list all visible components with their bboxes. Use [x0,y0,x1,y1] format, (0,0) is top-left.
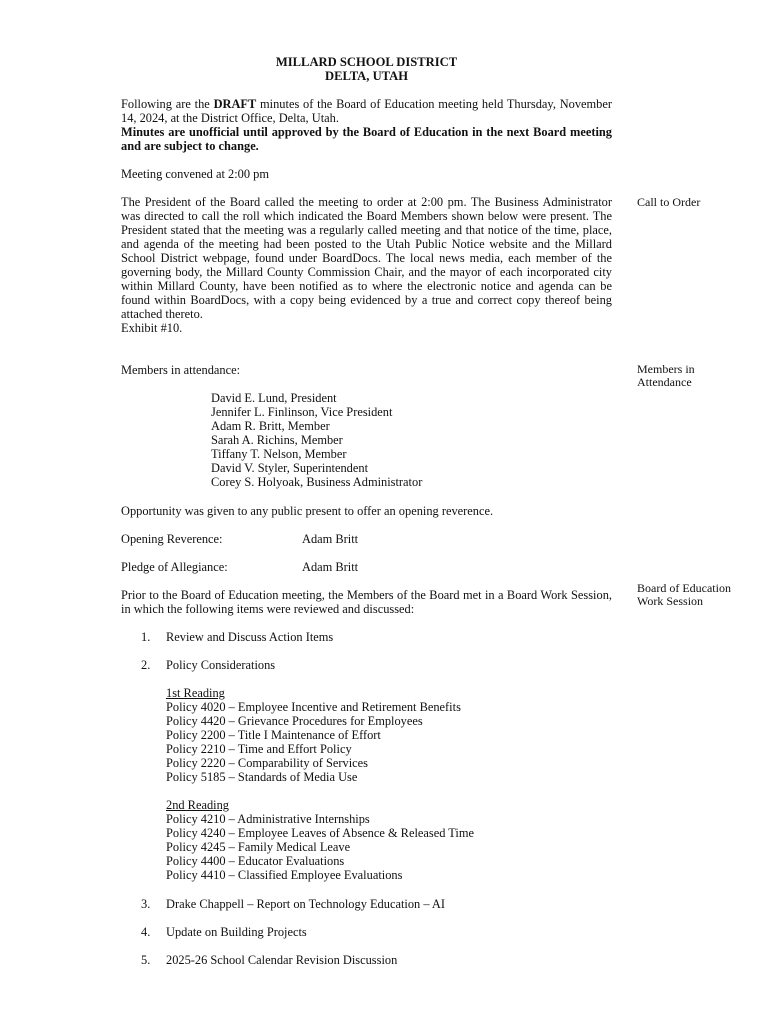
item-number: 3. [141,897,151,911]
second-reading-heading: 2nd Reading [166,798,229,812]
policy-line: Policy 4020 – Employee Incentive and Retirement Benefits [166,700,461,714]
intro-paragraph [121,97,612,153]
opening-reverence-value: Adam Britt [302,532,359,546]
work-session-paragraph: Prior to the Board of Education meeting, the Members of the Board met in a Board Work Session, in which the following items were reviewed and discussed: [121,588,612,616]
opening-reverence-label: Opening Reverence: [121,532,223,546]
item-number: 4. [141,925,151,939]
policy-line: Policy 4210 – Administrative Internships [166,812,370,826]
member-name: Jennifer L. Finlinson, Vice President [211,405,393,419]
first-reading-heading: 1st Reading [166,686,225,700]
members-list [211,391,531,489]
draft-label: DRAFT [213,97,257,111]
pledge-value: Adam Britt [302,560,359,574]
policy-line: Policy 4420 – Grievance Procedures for Employees [166,714,423,728]
policy-line: Policy 4240 – Employee Leaves of Absence & Released Time [166,826,474,840]
policy-line: Policy 4400 – Educator Evaluations [166,854,345,868]
member-name: David E. Lund, President [211,391,337,405]
district-location: DELTA, UTAH [324,69,409,83]
member-name: Tiffany T. Nelson, Member [211,447,347,461]
intro-suffix: minutes of the Board of Education meeting held Thursday, November 14, 2024, at the District Office, Delta, Utah. [121,97,612,125]
call-to-order-paragraph [121,195,612,335]
policy-line: Policy 5185 – Standards of Media Use [166,770,358,784]
member-name: Sarah A. Richins, Member [211,433,343,447]
agenda-item: Drake Chappell – Report on Technology Education – AI [166,897,446,911]
member-name: Adam R. Britt, Member [211,419,330,433]
pledge-label: Pledge of Allegiance: [121,560,228,574]
member-name: David V. Styler, Superintendent [211,461,369,475]
agenda-item: Update on Building Projects [166,925,307,939]
agenda-item: Review and Discuss Action Items [166,630,334,644]
policy-line: Policy 4245 – Family Medical Leave [166,840,351,854]
second-reading-block [166,798,586,882]
margin-members-in-attendance: Members in Attendance [637,362,695,389]
policy-line: Policy 2220 – Comparability of Services [166,756,369,770]
unofficial-disclaimer: Minutes are unofficial until approved by the Board of Education in the next Board meeting and are subject to change. [121,125,612,153]
call-to-order-text: The President of the Board called the meeting to order at 2:00 pm. The Business Administrator was directed to call the roll which indicated the Board Members shown below were present. The President stated that the meeting was a regularly called meeting and that notice of the time, place, and agenda of the meeting had been posted to the Utah Public Notice website and the Millard School District webpage, found under BoardDocs. The local news media, each member of the governing body, the Millard County Commission Chair, and the mayor of each incorporated city within Millard County, have been notified as to where the electronic notice and agenda can be found within BoardDocs, with a copy being evidenced by a true and correct copy thereof being attached thereto. [121,195,612,321]
agenda-item: 2025-26 School Calendar Revision Discussion [166,953,398,967]
intro-prefix: Following are the [121,97,214,111]
item-number: 5. [141,953,151,967]
member-name: Corey S. Holyoak, Business Administrator [211,475,423,489]
policy-line: Policy 2210 – Time and Effort Policy [166,742,352,756]
reverence-opportunity: Opportunity was given to any public present to offer an opening reverence. [121,504,494,518]
margin-work-session: Board of Education Work Session [637,581,731,608]
first-reading-block [166,686,586,784]
policy-line: Policy 2200 – Title I Maintenance of Effort [166,728,381,742]
margin-call-to-order: Call to Order [637,195,701,209]
meeting-convened: Meeting convened at 2:00 pm [121,167,269,181]
item-number: 1. [141,630,151,644]
agenda-item: Policy Considerations [166,658,276,672]
exhibit-reference: Exhibit #10. [121,321,183,335]
policy-line: Policy 4410 – Classified Employee Evaluations [166,868,403,882]
attendance-heading: Members in attendance: [121,363,241,377]
district-title: MILLARD SCHOOL DISTRICT [275,55,458,69]
item-number: 2. [141,658,151,672]
